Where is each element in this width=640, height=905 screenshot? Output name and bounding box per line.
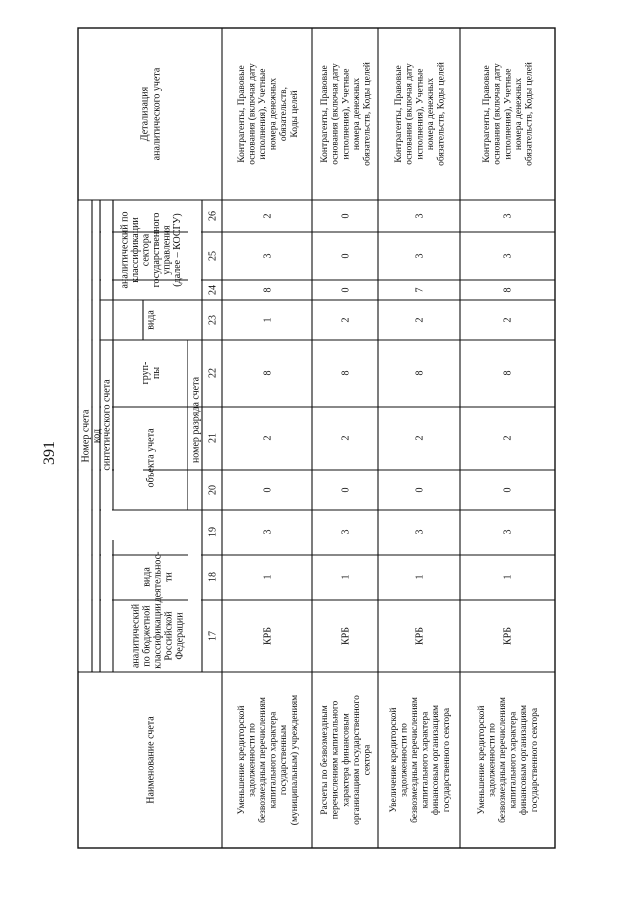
table-row-1-cell-26-text: 2	[262, 213, 274, 219]
digit-label-26-text: 26	[207, 211, 219, 221]
digit-label-25	[208, 251, 219, 261]
table-row-1-cell-21-text: 2	[262, 435, 274, 441]
table-row-4-cell-18-text: 1	[502, 574, 514, 580]
header-synthetic-text: синтетического счета	[101, 379, 113, 471]
digit-label-17-text: 17	[207, 631, 219, 641]
table-row-3-cell-17-text: КРБ	[414, 627, 426, 645]
table-row-1-cell-22	[263, 371, 274, 376]
digit-label-19-text: 19	[207, 527, 219, 537]
header-detail-text: Детализацияаналитического учета	[139, 67, 163, 161]
table-row-3-cell-21	[415, 436, 426, 441]
table-row-2-cell-22	[341, 371, 352, 376]
table-row-1-cell-25	[263, 254, 274, 259]
table-row-3-cell-20	[415, 488, 426, 493]
table-row-3-cell-24	[415, 288, 426, 293]
table-row-3-detail	[394, 62, 446, 166]
table-row-3-cell-23	[415, 318, 426, 323]
table-row-4-cell-24-text: 8	[502, 287, 514, 293]
table-row-4-cell-23-text: 2	[502, 317, 514, 323]
header-activity-type	[142, 552, 175, 603]
header-digit-number-text: номер разряда счета	[190, 376, 202, 464]
table-row-4-cell-21-text: 2	[502, 435, 514, 441]
digit-label-20	[208, 485, 219, 495]
digit-label-23	[208, 315, 219, 325]
header-detail	[140, 67, 163, 160]
table-row-4-cell-24	[503, 288, 514, 293]
header-account-name	[146, 716, 157, 804]
table-row-4-cell-25-text: 3	[502, 253, 514, 259]
merge-mask	[101, 541, 112, 671]
digit-label-21	[208, 433, 219, 443]
header-groups	[140, 362, 162, 385]
header-kind	[146, 310, 157, 330]
table-row-3-cell-18-text: 1	[414, 574, 426, 580]
table-row-3-name-text: Увеличение кредиторскойзадолженности побезвозмездным перечислениямкапитального характерафинансовым организациямгосударственного сектора	[388, 697, 452, 823]
digit-label-26	[208, 211, 219, 221]
table-row-1-detail	[237, 63, 300, 165]
table-row-4-cell-19	[503, 530, 514, 535]
header-activity-type-text: видадеятельнос-ти	[141, 551, 175, 603]
table-row-2-cell-23	[341, 318, 352, 323]
table-row-2-cell-24-text: 0	[340, 287, 352, 293]
header-groups-text: груп-пы	[140, 361, 162, 385]
header-account-number-text: Номер счета	[80, 409, 92, 463]
header-code-text: код	[91, 428, 103, 444]
table-row-2-cell-25	[341, 254, 352, 259]
digit-label-19	[208, 527, 219, 537]
table-row-2-cell-26	[341, 214, 352, 219]
table-row-3-cell-20-text: 0	[414, 487, 426, 493]
table-row-2-cell-20	[341, 488, 352, 493]
header-object-text: объекта учета	[145, 428, 157, 488]
table-row-2-detail-text: Контрагенты, Правовыеоснования (включая датуисполнения), Учетныеномера денежныхобязательств, Коды целей	[320, 62, 373, 166]
table-row-2-cell-25-text: 0	[340, 253, 352, 259]
table-row-2-cell-19	[341, 530, 352, 535]
digit-label-18-text: 18	[207, 572, 219, 582]
page-number-text: 391	[41, 441, 58, 465]
table-row-1-cell-19	[263, 530, 274, 535]
table-row-1-cell-20-text: 0	[262, 487, 274, 493]
table-row-3-cell-22	[415, 371, 426, 376]
table-row-1-detail-text: Контрагенты, Правовыеоснования (включая датуисполнения), Учетныеномера денежныхобязательств,Коды целей	[236, 63, 300, 165]
header-account-number	[81, 409, 92, 462]
table-row-4-cell-22	[503, 371, 514, 376]
table-row-4-cell-22-text: 8	[502, 370, 514, 376]
digit-label-18	[208, 572, 219, 582]
table-row-1-cell-24	[263, 288, 274, 293]
table-row-1-cell-25-text: 3	[262, 253, 274, 259]
table-row-2-cell-21	[341, 436, 352, 441]
header-digit-number	[191, 376, 202, 463]
table-row-2-detail	[320, 62, 372, 166]
table-row-2-cell-23-text: 2	[340, 317, 352, 323]
table-row-3-cell-22-text: 8	[414, 370, 426, 376]
header-object	[146, 428, 157, 488]
table-row-1-cell-17-text: КРБ	[262, 627, 274, 645]
table-row-4-detail-text: Контрагенты, Правовыеоснования (включая датуисполнения), Учетныеномера денежныхобязательств, Коды целей	[482, 62, 535, 166]
table-row-4-cell-18	[503, 575, 514, 580]
header-analytic-budget	[131, 603, 186, 669]
digit-label-17	[208, 631, 219, 641]
table-row-1-cell-24-text: 8	[262, 287, 274, 293]
table-row-3-cell-23-text: 2	[414, 317, 426, 323]
table-row-4-cell-17-text: КРБ	[502, 627, 514, 645]
table-row-3-cell-26-text: 3	[414, 213, 426, 219]
table-row-4-detail	[482, 62, 534, 166]
table-row-2-cell-19-text: 3	[340, 529, 352, 535]
digit-label-25-text: 25	[207, 251, 219, 261]
table-row-2-cell-22-text: 8	[340, 370, 352, 376]
table-row-2-name-text: Расчеты по безвозмезднымперечислениям капитальногохарактера финансовыморганизациям государственногосектора	[320, 695, 373, 825]
table-row-3-cell-18	[415, 575, 426, 580]
table-row-4-name-text: Уменьшение кредиторскойзадолженности побезвозмездным перечислениямкапитального характерафинансовым организациямгосударственного сектора	[476, 697, 540, 823]
table-row-1-cell-21	[263, 436, 274, 441]
table-row-1-cell-23	[263, 318, 274, 323]
table-row-3-cell-24-text: 7	[414, 287, 426, 293]
header-synthetic	[102, 379, 113, 471]
header-kind-text: вида	[145, 310, 157, 330]
digit-label-24	[208, 285, 219, 295]
table-row-1-cell-18	[263, 575, 274, 580]
table-row-2-cell-18-text: 1	[340, 574, 352, 580]
header-analytic-kosgu	[119, 212, 183, 289]
table-row-2-cell-17-text: КРБ	[340, 627, 352, 645]
table-row-1-name-text: Уменьшение кредиторскойзадолженности побезвозмездным перечислениямкапитального характерагосударственным(муниципальным) учреждениям	[236, 694, 300, 826]
table-row-2-cell-17	[341, 627, 352, 645]
table-row-1-cell-19-text: 3	[262, 529, 274, 535]
table-row-4-name	[476, 697, 540, 823]
table-row-2-cell-26-text: 0	[340, 213, 352, 219]
table-row-2-name	[319, 695, 372, 825]
digit-label-23-text: 23	[207, 315, 219, 325]
table-row-4-cell-25	[503, 254, 514, 259]
table-row-2-cell-24	[341, 288, 352, 293]
table-row-3-name	[388, 697, 452, 823]
table-row-4-cell-17	[503, 627, 514, 645]
merge-mask	[101, 201, 112, 539]
table-row-1-cell-23-text: 1	[262, 317, 274, 323]
table-row-4-cell-26-text: 3	[502, 213, 514, 219]
table-row-3-cell-19	[415, 530, 426, 535]
table-row-1-cell-18-text: 1	[262, 574, 274, 580]
table-row-1-cell-20	[263, 488, 274, 493]
header-account-name-text: Наименование счета	[145, 716, 157, 804]
table-row-3-cell-21-text: 2	[414, 435, 426, 441]
table-row-1-name	[236, 695, 300, 825]
table-row-4-cell-19-text: 3	[502, 529, 514, 535]
digit-label-20-text: 20	[207, 485, 219, 495]
table-row-4-cell-20	[503, 488, 514, 493]
table-row-3-cell-19-text: 3	[414, 529, 426, 535]
table-row-3-detail-text: Контрагенты, Правовыеоснования (включая датуисполнения), Учетныеномера денежныхобязательств, Коды целей	[394, 62, 447, 166]
table-row-1-cell-22-text: 8	[262, 370, 274, 376]
digit-label-22	[208, 368, 219, 378]
table-row-3-cell-26	[415, 214, 426, 219]
table-row-3-cell-25	[415, 254, 426, 259]
header-analytic-budget-text: аналитическийпо бюджетнойклассификацииРоссийскойФедерации	[130, 603, 186, 669]
table-row-4-cell-20-text: 0	[502, 487, 514, 493]
table-row-1-cell-17	[263, 627, 274, 645]
table-row-3-cell-17	[415, 627, 426, 645]
table-row-2-cell-18	[341, 575, 352, 580]
merge-mask	[114, 341, 187, 345]
digit-label-22-text: 22	[207, 368, 219, 378]
table-row-4-cell-26	[503, 214, 514, 219]
table-row-4-cell-23	[503, 318, 514, 323]
table-row-4-cell-21	[503, 436, 514, 441]
table-row-2-cell-21-text: 2	[340, 435, 352, 441]
header-analytic-kosgu-text: аналитический поклассификациисекторагосударственногоуправления(далее – КОСГУ)	[119, 211, 183, 289]
table-row-2-cell-20-text: 0	[340, 487, 352, 493]
table-row-1-cell-26	[263, 214, 274, 219]
digit-label-21-text: 21	[207, 433, 219, 443]
digit-label-24-text: 24	[207, 285, 219, 295]
table-row-3-cell-25-text: 3	[414, 253, 426, 259]
